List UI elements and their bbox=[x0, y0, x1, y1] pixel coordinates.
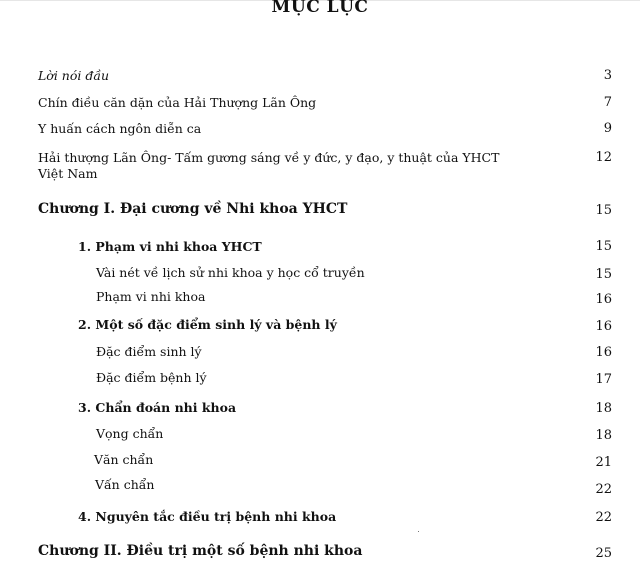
toc-entry-page: 16 bbox=[595, 319, 612, 334]
toc-entry-page: 16 bbox=[595, 292, 612, 307]
toc-entry-label: Y huấn cách ngôn diễn ca bbox=[38, 121, 202, 136]
toc-entry-page: 7 bbox=[603, 95, 612, 110]
toc-entry-page: 9 bbox=[603, 121, 612, 136]
toc-subsection-label: Vài nét về lịch sử nhi khoa y học cổ truyền bbox=[96, 265, 365, 280]
toc-entry-page: 16 bbox=[595, 345, 612, 360]
toc-entry-label: Lời nói đầu bbox=[38, 68, 110, 83]
toc-entry-page: 22 bbox=[595, 510, 612, 525]
toc-entry-page: 15 bbox=[595, 267, 612, 282]
toc-entry-page: 3 bbox=[603, 68, 612, 83]
toc-chapter-label: Chương I. Đại cương về Nhi khoa YHCT bbox=[38, 201, 348, 217]
toc-entry-page: 25 bbox=[595, 546, 612, 561]
page-title: MỤC LỤC bbox=[271, 0, 369, 17]
toc-entry-label-continued: Việt Nam bbox=[38, 166, 98, 181]
toc-entry-page: 15 bbox=[595, 203, 612, 218]
toc-subsection-label: Vấn chẩn bbox=[95, 477, 155, 492]
scan-speck bbox=[418, 531, 419, 532]
toc-entry-label: Chín điều căn dặn của Hải Thượng Lãn Ông bbox=[38, 95, 317, 110]
toc-entry-page: 18 bbox=[595, 428, 612, 443]
toc-subsection-label: Phạm vi nhi khoa bbox=[96, 289, 206, 304]
toc-entry-page: 18 bbox=[595, 401, 612, 416]
toc-entry-page: 12 bbox=[595, 150, 612, 165]
toc-subsection-label: Đặc điểm sinh lý bbox=[96, 344, 202, 359]
toc-section-label: 1. Phạm vi nhi khoa YHCT bbox=[78, 239, 262, 254]
toc-entry-page: 15 bbox=[595, 239, 612, 254]
toc-entry-page: 21 bbox=[595, 455, 612, 470]
toc-section-label: 3. Chẩn đoán nhi khoa bbox=[78, 400, 237, 415]
toc-section-label: 4. Nguyên tắc điều trị bệnh nhi khoa bbox=[78, 509, 337, 524]
toc-chapter-label: Chương II. Điều trị một số bệnh nhi khoa bbox=[38, 543, 363, 559]
toc-subsection-label: Văn chẩn bbox=[94, 452, 154, 467]
toc-subsection-label: Đặc điểm bệnh lý bbox=[96, 370, 207, 385]
toc-entry-label: Hải thượng Lãn Ông- Tấm gương sáng về y đức, y đạo, y thuật của YHCT bbox=[38, 150, 500, 165]
toc-section-label: 2. Một số đặc điểm sinh lý và bệnh lý bbox=[78, 317, 337, 332]
toc-subsection-label: Vọng chẩn bbox=[96, 426, 164, 441]
toc-entry-page: 17 bbox=[595, 372, 612, 387]
toc-entry-page: 22 bbox=[595, 482, 612, 497]
